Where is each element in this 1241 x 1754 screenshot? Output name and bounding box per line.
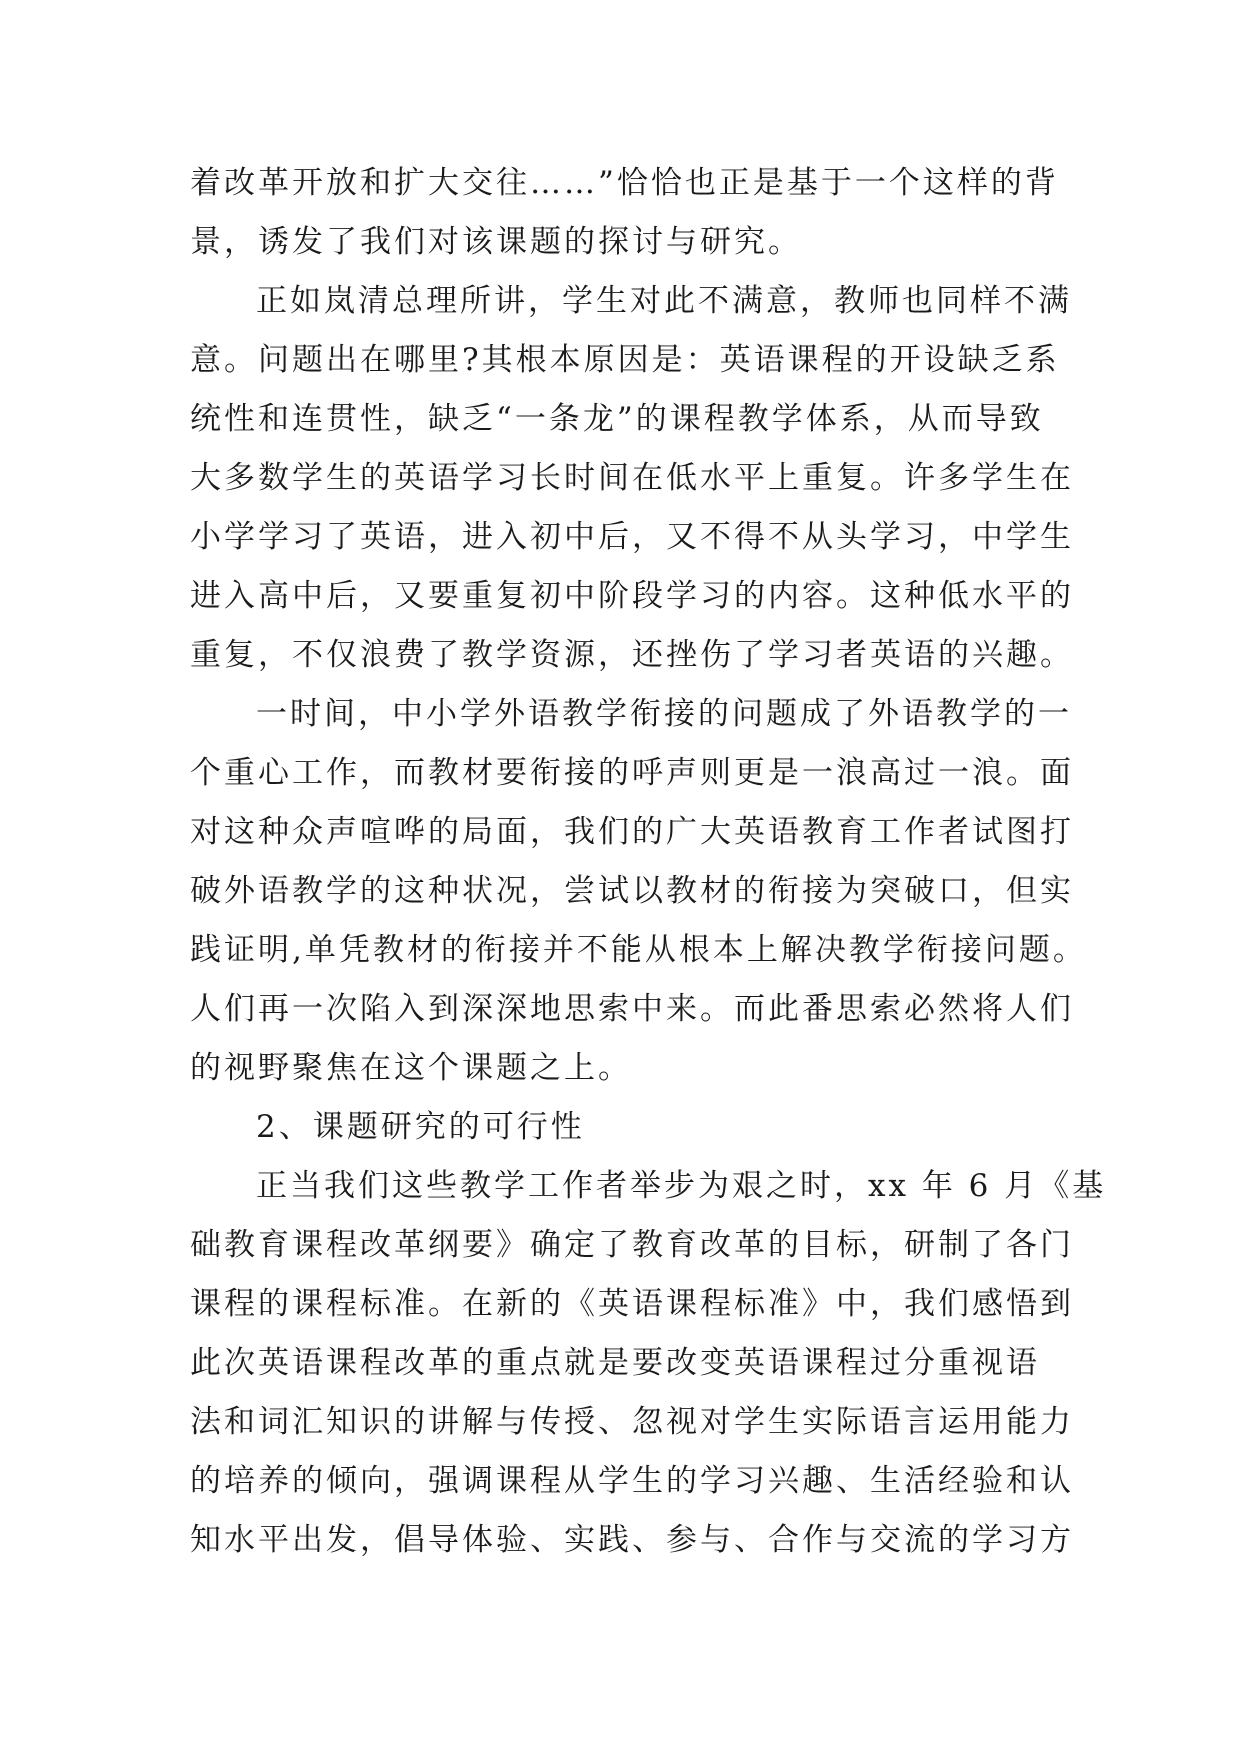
text-line: 重复，不仅浪费了教学资源，还挫伤了学习者英语的兴趣。 — [190, 637, 1074, 673]
text-line: 统性和连贯性，缺乏“一条龙”的课程教学体系，从而导致 — [190, 401, 1044, 437]
text-line: 正如岚清总理所讲，学生对此不满意，教师也同样不满 — [256, 283, 1072, 319]
text-line: 的视野聚焦在这个课题之上。 — [190, 1050, 632, 1086]
text-line: 正当我们这些教学工作者举步为艰之时，xx 年 6 月《基 — [256, 1168, 1107, 1204]
text-line: 景，诱发了我们对该课题的探讨与研究。 — [190, 224, 802, 260]
text-line: 此次英语课程改革的重点就是要改变英语课程过分重视语 — [190, 1345, 1040, 1381]
text-line: 课程的课程标准。在新的《英语课程标准》中，我们感悟到 — [190, 1286, 1074, 1322]
text-line: 础教育课程改革纲要》确定了教育改革的目标，研制了各门 — [190, 1227, 1074, 1263]
text-line: 大多数学生的英语学习长时间在低水平上重复。许多学生在 — [190, 460, 1074, 496]
text-line: 对这种众声喧哗的局面，我们的广大英语教育工作者试图打 — [190, 814, 1074, 850]
text-line: 一时间，中小学外语教学衔接的问题成了外语教学的一 — [256, 696, 1072, 732]
text-line: 践证明,单凭教材的衔接并不能从根本上解决教学衔接问题。 — [190, 932, 1087, 968]
paragraph — [190, 1157, 1107, 1570]
text-line: 小学学习了英语，进入初中后，又不得不从头学习，中学生 — [190, 519, 1074, 555]
text-line: 着改革开放和扩大交往……”恰恰也正是基于一个这样的背 — [190, 165, 1059, 201]
paragraph — [190, 1098, 1090, 1157]
text-line: 知水平出发，倡导体验、实践、参与、合作与交流的学习方 — [190, 1522, 1074, 1558]
paragraph — [190, 685, 1090, 1098]
text-line: 的培养的倾向，强调课程从学生的学习兴趣、生活经验和认 — [190, 1463, 1074, 1499]
text-line: 法和词汇知识的讲解与传授、忽视对学生实际语言运用能力 — [190, 1404, 1074, 1440]
text-line: 进入高中后，又要重复初中阶段学习的内容。这种低水平的 — [190, 578, 1074, 614]
paragraph — [190, 272, 1090, 685]
text-line: 意。问题出在哪里?其根本原因是：英语课程的开设缺乏系 — [190, 342, 1060, 378]
paragraph — [190, 154, 1090, 272]
text-line: 个重心工作，而教材要衔接的呼声则更是一浪高过一浪。面 — [190, 755, 1074, 791]
text-line: 人们再一次陷入到深深地思索中来。而此番思索必然将人们 — [190, 991, 1074, 1027]
text-line: 破外语教学的这种状况，尝试以教材的衔接为突破口，但实 — [190, 873, 1074, 909]
text-line: 2、课题研究的可行性 — [256, 1109, 585, 1145]
document-body — [190, 154, 1107, 1570]
